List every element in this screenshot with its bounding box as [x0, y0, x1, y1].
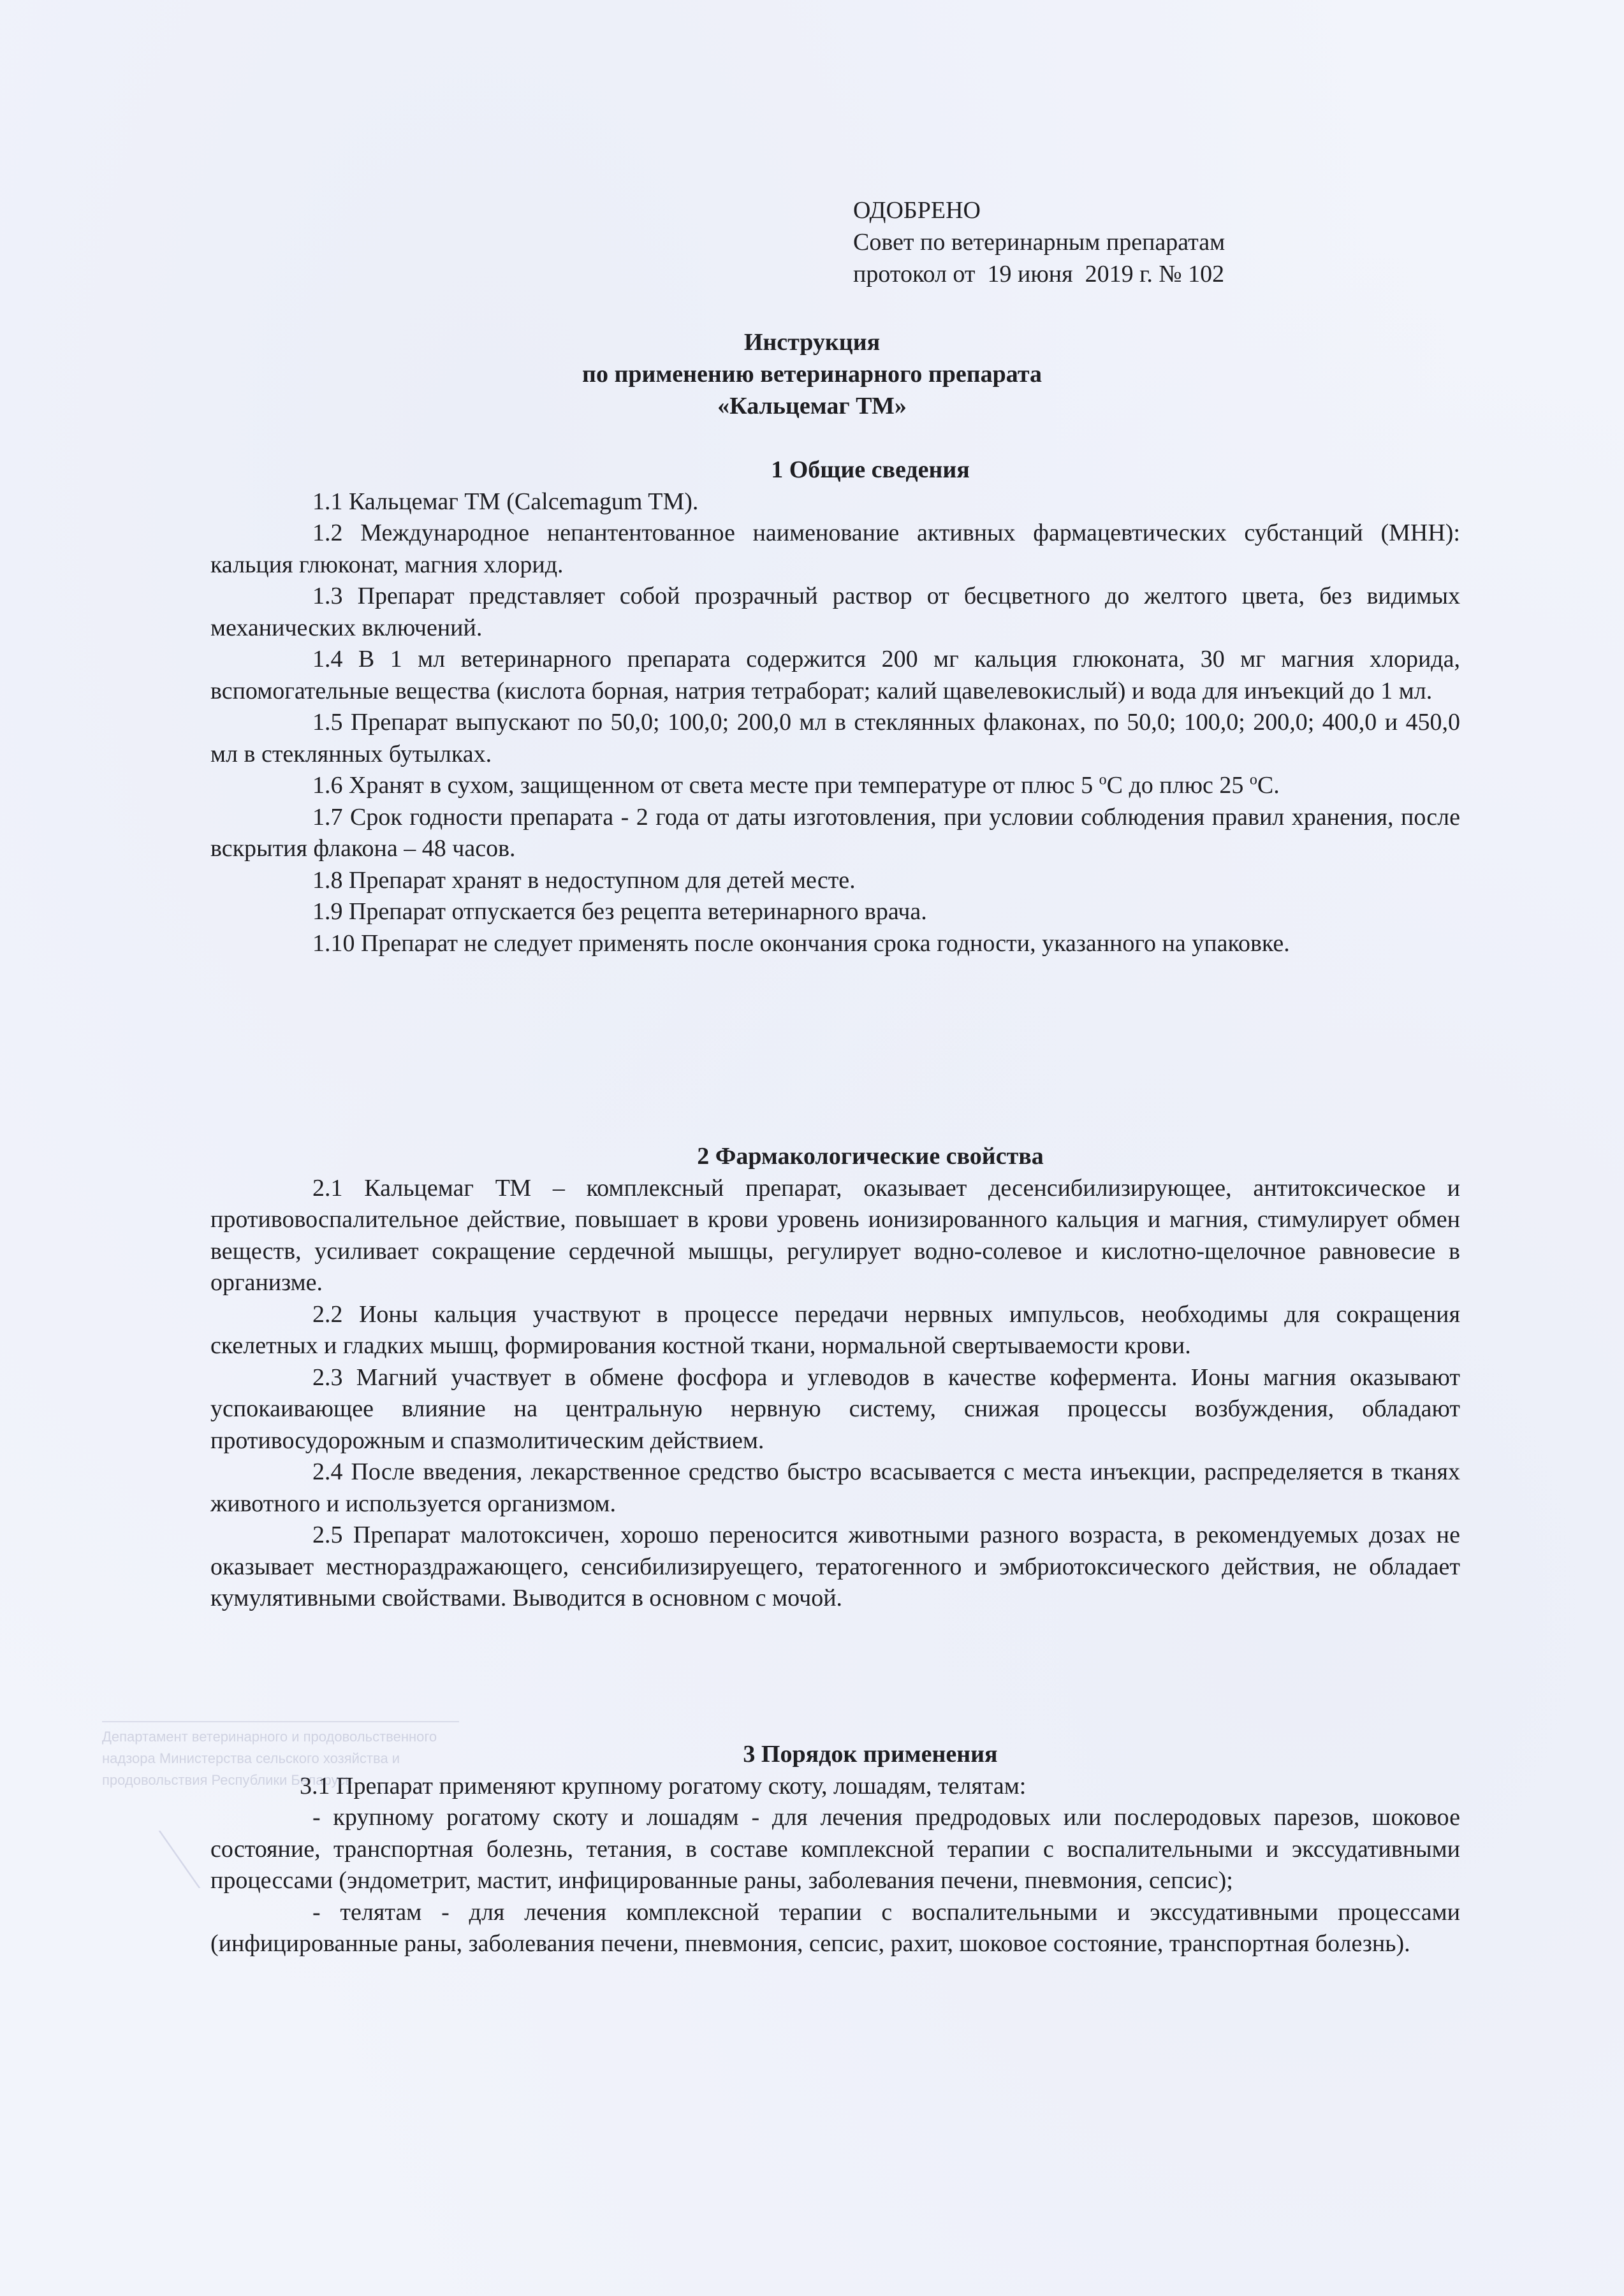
approval-block	[853, 194, 1225, 290]
signature-scribble	[158, 1831, 283, 1888]
degree-sign: o	[1099, 771, 1107, 788]
paragraph-1-3: 1.3 Препарат представляет собой прозрачный раствор от бесцветного до желтого цвета, без видимых механических включений.	[210, 583, 1460, 641]
title-line-2: по применению ветеринарного препарата	[582, 361, 1042, 388]
section-heading-pharmacology: 2 Фармакологические свойства	[697, 1143, 1044, 1170]
paragraph-1-4: 1.4 В 1 мл ветеринарного препарата содержится 200 мг кальция глюконата, 30 мг магния хлорида, вспомогательные вещества (кислота борная, натрия тетраборат; калий щавелевокислый) и вода для инъекций до 1 мл.	[210, 646, 1460, 704]
paragraph-1-7: 1.7 Срок годности препарата - 2 года от даты изготовления, при условии соблюдения правил хранения, после вскрытия флакона – 48 часов.	[210, 803, 1460, 862]
paragraph-1-10: 1.10 Препарат не следует применять после окончания срока годности, указанного на упаковке.	[312, 929, 1290, 957]
faded-stamp	[102, 1721, 459, 2007]
paragraph-1-8: 1.8 Препарат хранят в недоступном для детей месте.	[312, 866, 856, 894]
paragraph-1-6	[210, 770, 1460, 802]
paragraph-1-9: 1.9 Препарат отпускается без рецепта ветеринарного врача.	[312, 898, 927, 925]
section-heading-usage: 3 Порядок применения	[743, 1741, 998, 1768]
approval-label: ОДОБРЕНО	[853, 197, 981, 224]
title-line-1: Инструкция	[743, 329, 881, 356]
document-title	[0, 326, 1624, 422]
paragraph-3-1: 3.1 Препарат применяют крупному рогатому скоту, лошадям, телятам:	[300, 1772, 1027, 1799]
stamp-text: Департамент ветеринарного и продовольственного надзора Министерства сельского хозяйства и продовольствия Республики Беларусь	[102, 1729, 437, 1788]
paragraph-1-5: 1.5 Препарат выпускают по 50,0; 100,0; 200,0 мл в стеклянных флаконах, по 50,0; 100,0; 200,0; 400,0 и 450,0 мл в стеклянных бутылках.	[210, 709, 1460, 767]
section-heading-general: 1 Общие сведения	[771, 456, 970, 483]
paragraph-1-1: 1.1 Кальцемаг ТМ (Calcemagum TM).	[312, 488, 699, 515]
paragraph-2-5: 2.5 Препарат малотоксичен, хорошо переносится животными разного возраста, в рекомендуемых дозах не оказывает местнораздражающего, сенсибилизируещего, тератогенного и эмбриотоксического действия, не обладает кумулятивными свойствами. Выводится в основном с мочой.	[210, 1522, 1460, 1611]
paragraph-3-1-cattle: - крупному рогатому скоту и лошадям - для лечения предродовых или послеродовых парезов, шоковое состояние, транспортная болезнь, тетания, в составе комплексной терапии с воспалительными и экссудативными процессами (эндометрит, мастит, инфицированные раны, заболевания печени, пневмония, сепсис);	[210, 1804, 1460, 1894]
approval-council: Совет по ветеринарным препаратам	[853, 229, 1225, 256]
paragraph-2-1: 2.1 Кальцемаг ТМ – комплексный препарат, оказывает десенсибилизирующее, антитоксическое и противовоспалительное действие, повышает в крови уровень ионизированного кальция и магния, стимулирует обмен веществ, усиливает сокращение сердечной мышцы, регулирует водно-солевое и кислотно-щелочное равновесие в организме.	[210, 1174, 1460, 1296]
paragraph-1-6-part-a: 1.6 Хранят в сухом, защищенном от света месте при температуре от плюс 5	[312, 772, 1099, 799]
degree-sign: o	[1249, 771, 1257, 788]
paragraph-2-4: 2.4 После введения, лекарственное средство быстро всасывается с места инъекции, распределяется в тканях животного и используется организмом.	[210, 1458, 1460, 1517]
title-line-3: «Кальцемаг ТМ»	[717, 393, 907, 419]
paragraph-1-6-part-c: С.	[1257, 772, 1280, 799]
paragraph-1-2: 1.2 Международное непантентованное наименование активных фармацевтических субстанций (МНН): кальция глюконат, магния хлорид.	[210, 520, 1460, 578]
approval-protocol: протокол от 19 июня 2019 г. № 102	[853, 261, 1225, 287]
paragraph-2-2: 2.2 Ионы кальция участвуют в процессе передачи нервных импульсов, необходимы для сокращения скелетных и гладких мышц, формирования костной ткани, нормальной свертываемости крови.	[210, 1300, 1460, 1359]
paragraph-1-6-part-b: С до плюс 25	[1106, 772, 1250, 799]
section-pharmacology	[210, 1141, 1460, 1615]
paragraph-3-1-calves: - телятам - для лечения комплексной терапии с воспалительными и экссудативными процессами (инфицированные раны, заболевания печени, пневмония, сепсис, рахит, шоковое состояние, транспортная болезнь).	[210, 1898, 1460, 1957]
paragraph-2-3: 2.3 Магний участвует в обмене фосфора и углеводов в качестве кофермента. Ионы магния оказывают успокаивающее влияние на центральную нервную систему, снижая процессы возбуждения, обладают противосудорожным и спазмолитическим действием.	[210, 1363, 1460, 1454]
section-general	[210, 454, 1460, 959]
